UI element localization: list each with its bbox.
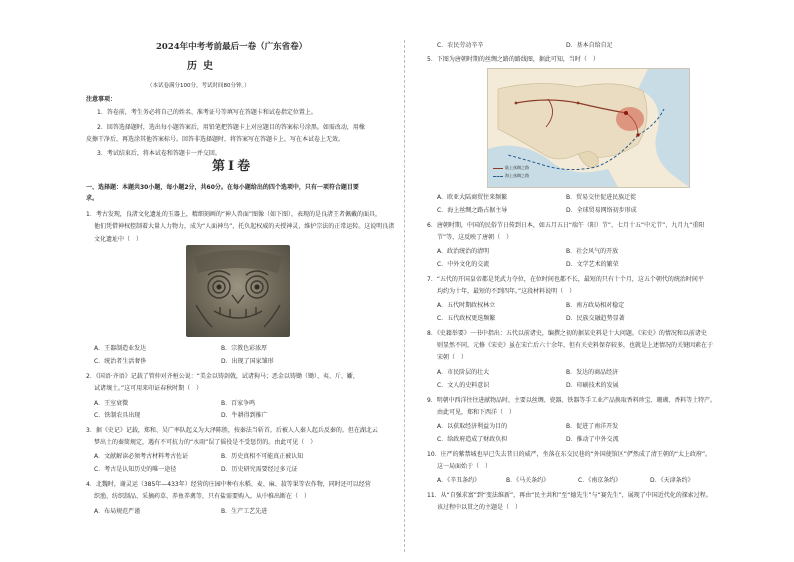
question-10-option: D．《天津条约》 (650, 477, 694, 484)
question-7-option: B．南方政局相对稳定 (566, 302, 625, 309)
question-6-option: A．政治统治的清明 (437, 248, 490, 255)
question-1-option: B．宗教色彩浓厚 (221, 345, 268, 352)
question-10-option: B．《马关条约》 (506, 477, 550, 484)
question-5-option: D．全球贸易网络初步形成 (566, 207, 637, 214)
section-intro: 求。 (86, 195, 99, 202)
question-1-text: 他们凭借神权控制着大量人力物力，成为“人面神鸟”，托负起权威的天授神灵，维护宗法的正常运转。这说明良渚 (94, 223, 395, 230)
question-6-text: 节”等，这反映了唐朝（ ） (437, 234, 513, 241)
question-5-text: 5．下图为唐朝时期的丝绸之路的路线图，据此可知，当时（ ） (427, 56, 599, 63)
question-3-text: 3．据《史记》记载，郑和、吴广率队起义为大泽陈胜，按秦法当斩首。后被人人秦人起兵反秦的。但在湖北云 (86, 427, 378, 434)
note-line: 1．答卷前，考生务必将自己的姓名、准考证号等填写在答题卡和试卷指定位置上。 (97, 109, 317, 116)
question-6-option: C．中外文化的交流 (437, 261, 490, 268)
question-5-option: C．海上丝绸之路占据主导 (437, 207, 508, 214)
question-10-text: 10．庄严的紫禁城也早已失去昔日的威严，坐落在东交民巷的“外国使馆区”俨然成了清王朝的“太上政府”。 (427, 451, 712, 458)
question-6-option: D．文学艺术的繁荣 (566, 261, 619, 268)
map-legend-land: 陆上丝绸之路 (493, 165, 529, 170)
question-3-option: D．历史研究需要经过多元证 (221, 466, 298, 473)
exam-info: （本试卷满分100分，考试时间80分钟。） (147, 83, 250, 89)
note-line: 2．回答选择题时，选出每小题答案后，用铅笔把答题卡上对应题目的答案标号涂黑。如需改动，用橡 (97, 124, 365, 131)
question-2-option: B．百家争鸣 (221, 400, 256, 407)
question-9-option: B．促进了南洋开发 (566, 423, 619, 430)
note-line: 3．考试结束后，将本试卷和答题卡一并交回。 (97, 150, 221, 157)
question-8-text: 8．《史籍举要》一书中指出：五代以前诸史，编撰之初的据某史料是十大问题。《宋史》的情况和以前诸史 (427, 330, 707, 337)
question-9-text: 9．明朝中西洋往往进献物品时，主要以丝绸、瓷器、铁器等手工业产品换取香料珍宝、珊瑚、香料等土特产。 (427, 397, 716, 404)
note-line: 皮擦干净后，再选涂其他答案标号。回答非选择题时，将答案写在答题卡上，写在本试卷上无效。 (86, 136, 345, 143)
question-3-option: C．考古是认知历史的唯一途径 (94, 466, 177, 473)
question-1-option: A．王器制造业发达 (94, 345, 147, 352)
subject-heading: 历史 (187, 61, 219, 72)
question-10-text: 这一局面始于（ ） (437, 463, 492, 470)
question-7-text: 7．“五代的开国皇帝都是凭武力夺位，在位时间也都不长，最短的只有十个月，这五个朝代的统治时间平 (427, 276, 704, 283)
question-1-option: D．出现了国家雏形 (221, 358, 274, 365)
question-4-option: B．生产工艺先进 (221, 508, 268, 515)
question-5-option: A．欧亚大陆商贸往来频繁 (437, 194, 508, 201)
question-7-option: C．五代政权更迭频繁 (437, 315, 496, 322)
question-1-text: 1．考古发现，良渚文化遗址的玉器上，精细刻画的“神人兽面”图像（如下图），表现的是良渚王者佩戴的面具， (86, 211, 382, 218)
question-1-option: C．统治者生活奢侈 (94, 358, 147, 365)
question-11-text: 11．从“自强求富”到“变法维新”，再由“民主共和”至“德先生”与“赛先生”，展现了中国近代化的探索过程。 (427, 492, 712, 499)
column-divider (404, 40, 405, 552)
question-8-option: D．印刷技术的发展 (566, 382, 619, 389)
question-9-text: 由此可见，郑和下西洋（ ） (437, 409, 516, 416)
question-9-option: C．给政府造成了财政负担 (437, 436, 508, 443)
question-7-option: A．五代时期政权林立 (437, 302, 496, 309)
question-8-option: B．发达的商品经济 (566, 369, 619, 376)
jade-mask-photo (186, 245, 290, 337)
section-intro: 一、选择题：本题共30小题，每小题2分，共60分。在每小题给出的四个选项中，只有一项符合题目要 (86, 184, 359, 191)
question-6-text: 6．唐朝时期，中国的民俗节日传到日本，如五月五日“端午（阳）节”、七月十五“中元节”、九月九“重阳 (427, 222, 705, 229)
map-legend-sea: 海上丝绸之路 (493, 173, 529, 178)
question-4-option: D．基本自给自足 (566, 42, 613, 49)
question-9-option: D．推动了中外交流 (566, 436, 619, 443)
question-8-option: C．文人的史料意识 (437, 382, 490, 389)
notes-heading: 注意事项： (86, 96, 117, 103)
question-5-option: B．贸易交往促进民族迁徙 (566, 194, 637, 201)
question-3-option: B．历史真相不可能真正被认知 (221, 453, 304, 460)
question-6-option: B．社会风气的开放 (566, 248, 619, 255)
silk-road-map (487, 68, 690, 188)
question-10-option: C．《南京条约》 (578, 477, 622, 484)
question-3-text: 梦出土的秦简规定，遇有不可抗力的“水雨”误了徭役是不受惩罚的。由此可见（ ） (94, 439, 317, 446)
question-8-text: 宋朝（ ） (437, 354, 468, 361)
question-3-option: A．文献解读必须考古材料考古佐证 (94, 453, 189, 460)
question-2-option: C．铁制农具出现 (94, 412, 141, 419)
question-1-text: 文化遗址中（ ） (94, 236, 143, 243)
question-4-option: A．布局规范严谨 (94, 508, 141, 515)
question-4-text: 4．北魏时，谢灵运（385年—433年）经营的庄园中种有水稻、麦、麻、菽等果等农作物，同时还可以经营 (86, 481, 371, 488)
question-4-option: C．农民劳动辛辛 (437, 42, 484, 49)
exam-title: 2024年中考考前最后一卷（广东省卷） (156, 42, 308, 52)
part-heading: 第Ⅰ卷 (212, 159, 254, 174)
question-10-option: A．《辛丑条约》 (437, 477, 481, 484)
question-11-text: 该过程中以贯之的主题是（ ） (437, 504, 522, 511)
question-8-option: A．市民阶层的壮大 (437, 369, 490, 376)
question-2-option: A．王室衰微 (94, 400, 129, 407)
question-9-option: A．以获取经济利益为目的 (437, 423, 508, 430)
question-4-text: 织渔、纺织制品、采摘药草、养鱼养禽等，只有盐需要购入。从中推出断在（ ） (94, 493, 311, 500)
question-2-option: D．牛耕得到推广 (221, 412, 268, 419)
question-7-option: D．民族交融趋势显著 (566, 315, 625, 322)
question-8-text: 则显然不同，元修《宋史》虽在宋亡后六十余年，但有关史料保存较多，也就是上述情况的关键因素在于 (437, 342, 714, 349)
question-2-text: 试诸壤土。”这可用来印证春秋时期（ ） (94, 385, 203, 392)
question-2-text: 2．《国语·齐语》记载了管仲对齐桓公说：“美金以铸剑戟，试诸狗马；恶金以铸锄（锄）、夷、斤、斸， (86, 373, 359, 380)
question-7-text: 均约为十年，最短的不到四年。”这段材料说明（ ） (437, 288, 576, 295)
